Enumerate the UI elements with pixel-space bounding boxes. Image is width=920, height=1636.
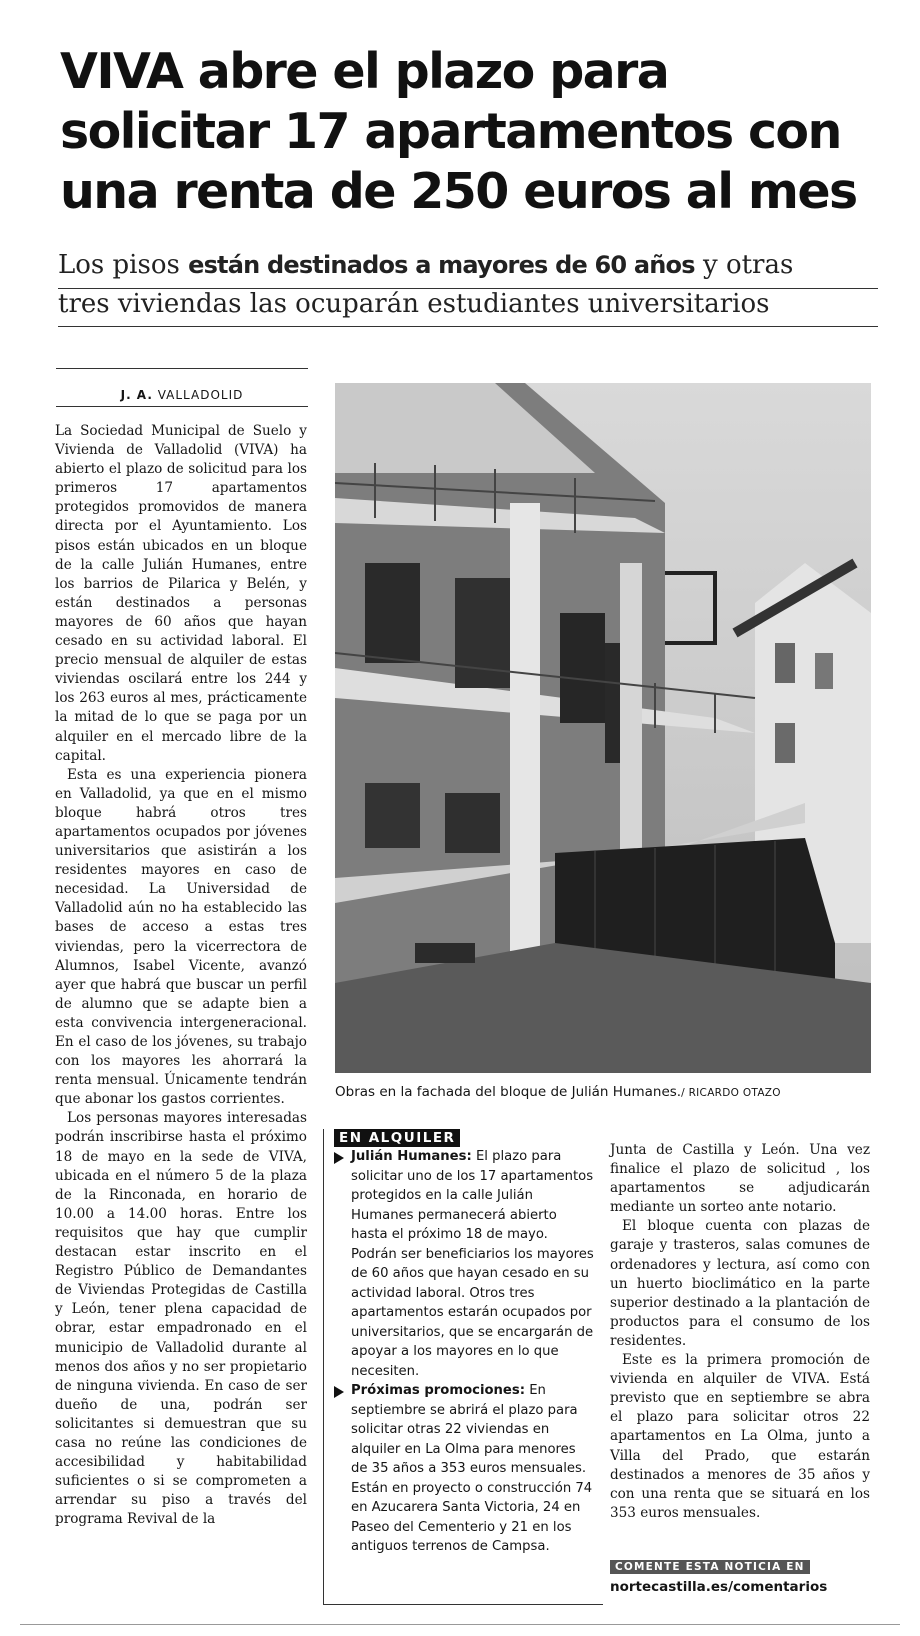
- sidebar-item-text: El plazo para solicitar uno de los 17 apartamentos protegidos en la calle Julián Humanes permanecerá abierto hasta el próximo 18 de mayo. Podrán ser beneficiarios los mayores de 60 años que hayan cesado en su actividad laboral. Otros tres apartamentos estarán ocupados por universitarios, que se encargarán de apoyar a los mayores en lo que necesiten.: [351, 1149, 594, 1379]
- sidebar-item: [334, 1381, 596, 1557]
- subhead-text: Los pisos: [58, 250, 189, 280]
- triangle-bullet-icon: [334, 1152, 344, 1164]
- caption-text: Obras en la fachada del bloque de Julián Humanes.: [335, 1084, 682, 1100]
- construction-photo: [335, 383, 871, 1073]
- sidebar-bottom-border: [323, 1604, 603, 1605]
- paragraph: Este es la primera promoción de vivienda en alquiler de VIVA. Está previsto que en septiembre se abra el plazo para solicitar otros 22 apartamentos en La Olma, junto a Villa del Prado, que estarán destinados a menores de 35 años y con una renta que se situará en los 353 euros mensuales.: [610, 1352, 870, 1521]
- page-bottom-rule: [20, 1624, 900, 1625]
- subhead-bold: están destinados a mayores de 60 años: [188, 251, 695, 279]
- byline-top-rule: [56, 368, 308, 369]
- comment-badge: COMENTE ESTA NOTICIA EN: [610, 1560, 810, 1574]
- subhead-text: y otras: [694, 250, 794, 280]
- headline-line-2: solicitar 17 apartamentos con: [60, 103, 841, 160]
- sidebar-item-text: En septiembre se abrirá el plazo para solicitar otras 22 viviendas en alquiler en La Olma para menores de 35 años a 353 euros mensuales. Están en proyecto o construcción 74 en Azucarera Santa Victoria, 24 en Paseo del Cementerio y 21 en los antiguos terrenos de Campsa.: [351, 1383, 593, 1554]
- sidebar-title: EN ALQUILER: [334, 1129, 460, 1147]
- photo-credit: / RICARDO OTAZO: [681, 1087, 781, 1099]
- sidebar-item: [334, 1147, 596, 1381]
- subhead-line-2: tres viviendas las ocuparán estudiantes universitarios: [58, 289, 770, 319]
- sidebar-box: [334, 1147, 596, 1557]
- comments-link[interactable]: nortecastilla.es/comentarios: [610, 1579, 828, 1595]
- paragraph: La Sociedad Municipal de Suelo y Vivienda de Valladolid (VIVA) ha abierto el plazo de solicitud para los primeros 17 apartamentos protegidos promovidos de manera directa por el Ayuntamiento. Los pisos están ubicados en un bloque de la calle Julián Humanes, entre los barrios de Pilarica y Belén, y están destinados a personas mayores de 60 años que hayan cesado en su actividad laboral. El precio mensual de alquiler de estas viviendas oscilará entre los 244 y los 263 euros al mes, prácticamente la mitad de lo que se paga por un alquiler en el mercado libre de la capital.: [55, 423, 307, 764]
- headline: [60, 42, 900, 222]
- sidebar-left-border: [323, 1129, 324, 1604]
- article-body-column-1: [55, 422, 307, 1529]
- byline-city: VALLADOLID: [157, 388, 244, 402]
- paragraph: Esta es una experiencia pionera en Valladolid, ya que en el mismo bloque habrá otros tres apartamentos ocupados por jóvenes universitarios que asistirán a los residentes mayores en caso de necesidad. La Universidad de Valladolid aún no ha establecido las bases de acceso a estas tres viviendas, pero la vicerrectora de Alumnos, Isabel Vicente, avanzó ayer que habrá que buscar un perfil de alumno que se adapte bien a esta convivencia intergeneracional. En el caso de los jóvenes, su trabajo con los mayores les ahorrará la renta mensual. Únicamente tendrán que abonar los gastos corrientes.: [55, 766, 307, 1108]
- byline-bottom-rule: [56, 406, 308, 407]
- subhead-bottom-rule: [58, 326, 878, 327]
- paragraph: Junta de Castilla y León. Una vez finalice el plazo de solicitud , los apartamentos se adjudicarán mediante un sorteo ante notario.: [610, 1142, 870, 1216]
- paragraph: El bloque cuenta con plazas de garaje y trasteros, salas comunes de ordenadores y lectura, así como con un huerto bioclimático en la parte superior destinado a la plantación de productos para el consumo de los residentes.: [610, 1218, 870, 1349]
- byline: [56, 388, 308, 402]
- byline-author: J. A.: [120, 388, 153, 402]
- photo-caption: [335, 1084, 880, 1100]
- paragraph: Los personas mayores interesadas podrán inscribirse hasta el próximo 18 de mayo en la sede de VIVA, ubicada en el número 5 de la plaza de la Rinconada, en horario de 10.00 a 14.00 horas. Entre los requisitos que hay que cumplir destacan estar inscrito en el Registro Público de Demandantes de Viviendas Protegidas de Castilla y León, tener plena capacidad de obrar, estar empadronado en el municipio de Valladolid durante al menos dos años y no ser propietario de ninguna vivienda. En caso de ser dueño de una, podrán ser solicitantes si demuestran que su casa no reúne las condiciones de accesibilidad y habitabilidad suficientes o si se comprometen a arrendar su piso a través del programa Revival de la: [55, 1110, 307, 1528]
- sidebar-item-lead: Próximas promociones:: [351, 1383, 525, 1398]
- article-body-column-3: [610, 1141, 870, 1523]
- subhead-line-1: [58, 246, 878, 284]
- triangle-bullet-icon: [334, 1386, 344, 1398]
- sidebar-item-lead: Julián Humanes:: [351, 1149, 472, 1164]
- headline-line-1: VIVA abre el plazo para: [60, 43, 669, 100]
- headline-line-3: una renta de 250 euros al mes: [60, 163, 857, 220]
